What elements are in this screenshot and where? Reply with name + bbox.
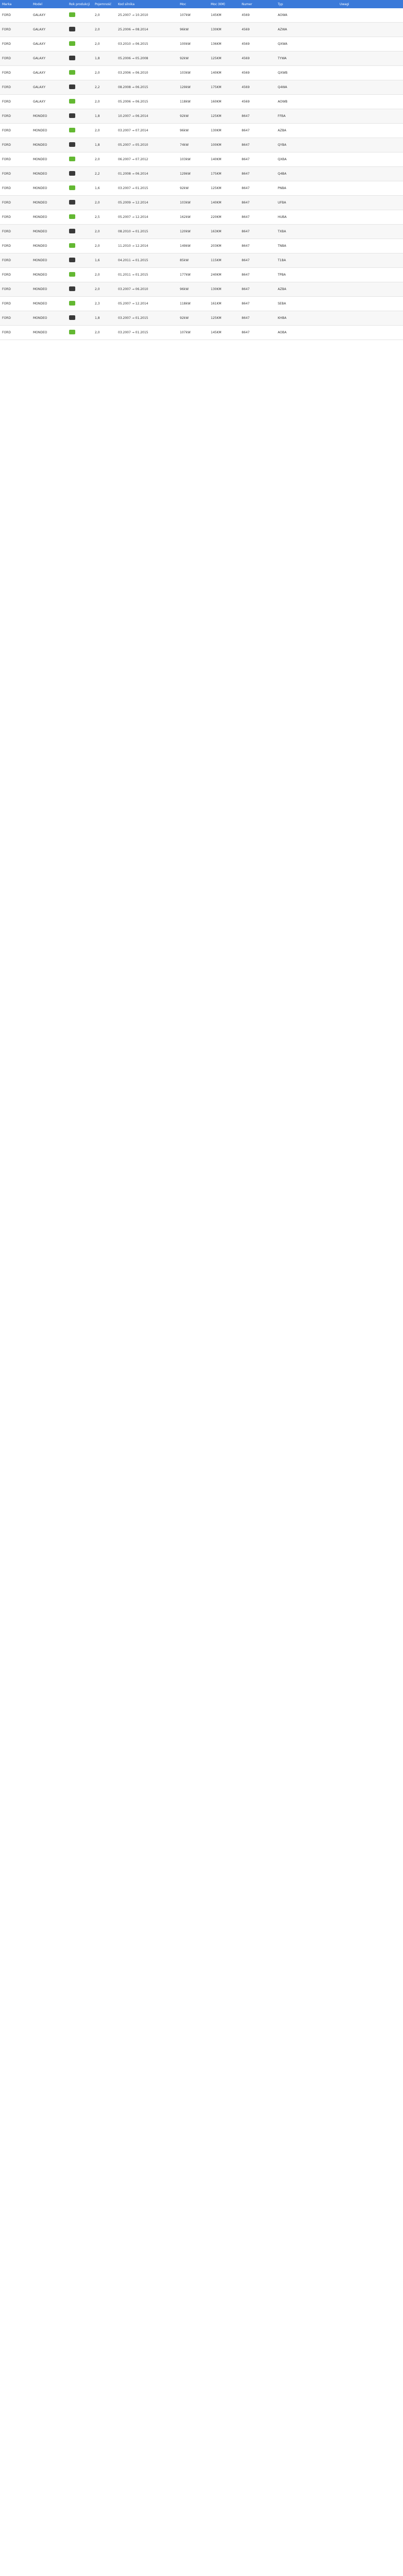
- fuel-badge-cell: [67, 8, 93, 23]
- table-cell: 103kW: [178, 66, 209, 80]
- table-cell: FORD: [0, 80, 31, 95]
- table-cell: 2,0: [93, 196, 116, 210]
- table-cell: 118kW: [178, 95, 209, 109]
- table-cell: [338, 225, 403, 239]
- table-cell: FORD: [0, 268, 31, 282]
- parts-table: [0, 0, 403, 340]
- table-cell: 129kW: [178, 167, 209, 181]
- fuel-badge-cell: [67, 109, 93, 124]
- column-header: Pojemność: [93, 0, 116, 8]
- table-cell: 2,0: [93, 225, 116, 239]
- table-cell: 130KM: [209, 23, 240, 37]
- table-cell: [338, 152, 403, 167]
- fuel-badge-cell: [67, 152, 93, 167]
- table-cell: 2,0: [93, 326, 116, 340]
- fuel-badge-cell: [67, 138, 93, 152]
- table-cell: FORD: [0, 282, 31, 297]
- table-cell: GALAXY: [31, 52, 67, 66]
- fuel-badge-icon: [69, 157, 75, 161]
- table-cell: 103kW: [178, 196, 209, 210]
- table-cell: [338, 239, 403, 253]
- table-cell: 145KM: [209, 8, 240, 23]
- table-cell: TNBA: [276, 239, 338, 253]
- table-cell: 2,0: [93, 282, 116, 297]
- table-cell: QYBA: [276, 138, 338, 152]
- table-cell: 162kW: [178, 210, 209, 225]
- table-cell: [338, 268, 403, 282]
- table-cell: 8647: [240, 326, 276, 340]
- table-cell: MONDEO: [31, 282, 67, 297]
- table-cell: 2,0: [93, 23, 116, 37]
- table-cell: MONDEO: [31, 109, 67, 124]
- table-row: [0, 37, 403, 52]
- table-row: [0, 80, 403, 95]
- table-cell: 92kW: [178, 311, 209, 326]
- table-row: [0, 196, 403, 210]
- table-cell: 2,0: [93, 8, 116, 23]
- table-cell: 03.2007 → 01.2015: [116, 311, 178, 326]
- table-cell: UFBA: [276, 196, 338, 210]
- table-cell: GALAXY: [31, 80, 67, 95]
- table-cell: 4569: [240, 8, 276, 23]
- column-header: Moc: [178, 0, 209, 8]
- table-cell: 05.2009 → 12.2014: [116, 196, 178, 210]
- table-cell: [338, 253, 403, 268]
- table-cell: 2,2: [93, 80, 116, 95]
- table-cell: 103kW: [178, 152, 209, 167]
- table-cell: QXBA: [276, 152, 338, 167]
- table-cell: GALAXY: [31, 95, 67, 109]
- table-cell: FORD: [0, 138, 31, 152]
- table-cell: FORD: [0, 167, 31, 181]
- table-cell: FORD: [0, 124, 31, 138]
- fuel-badge-icon: [69, 330, 75, 334]
- table-cell: 2,0: [93, 37, 116, 52]
- table-row: [0, 109, 403, 124]
- fuel-badge-icon: [69, 41, 75, 46]
- table-cell: AOBA: [276, 326, 338, 340]
- table-cell: 92kW: [178, 109, 209, 124]
- fuel-badge-cell: [67, 23, 93, 37]
- table-cell: FORD: [0, 239, 31, 253]
- table-cell: AZWA: [276, 23, 338, 37]
- table-cell: 100kW: [178, 37, 209, 52]
- table-row: [0, 8, 403, 23]
- table-cell: 8647: [240, 253, 276, 268]
- table-row: [0, 326, 403, 340]
- table-cell: 175KM: [209, 80, 240, 95]
- fuel-badge-icon: [69, 99, 75, 104]
- table-cell: 177kW: [178, 268, 209, 282]
- table-cell: 08.2008 → 06.2015: [116, 80, 178, 95]
- table-cell: FORD: [0, 196, 31, 210]
- table-cell: 107kW: [178, 8, 209, 23]
- table-cell: 25.2006 → 08.2014: [116, 23, 178, 37]
- table-cell: [338, 138, 403, 152]
- table-cell: 120kW: [178, 225, 209, 239]
- table-cell: MONDEO: [31, 152, 67, 167]
- table-cell: 05.2007 → 12.2014: [116, 210, 178, 225]
- fuel-badge-icon: [69, 70, 75, 75]
- table-cell: GALAXY: [31, 66, 67, 80]
- fuel-badge-cell: [67, 80, 93, 95]
- table-cell: 04.2011 → 01.2015: [116, 253, 178, 268]
- table-cell: 1,8: [93, 138, 116, 152]
- table-cell: [338, 181, 403, 196]
- table-cell: 175KM: [209, 167, 240, 181]
- column-header: Rok produkcji: [67, 0, 93, 8]
- table-cell: 96kW: [178, 124, 209, 138]
- table-cell: 03.2006 → 06.2010: [116, 66, 178, 80]
- table-cell: 8647: [240, 268, 276, 282]
- table-cell: AZBA: [276, 282, 338, 297]
- table-row: [0, 95, 403, 109]
- table-cell: 118kW: [178, 297, 209, 311]
- column-header: Model: [31, 0, 67, 8]
- fuel-badge-icon: [69, 185, 75, 190]
- fuel-badge-cell: [67, 95, 93, 109]
- table-cell: [338, 311, 403, 326]
- table-cell: 136KM: [209, 37, 240, 52]
- table-cell: 03.2007 → 01.2015: [116, 181, 178, 196]
- table-cell: 10.2007 → 06.2014: [116, 109, 178, 124]
- table-cell: 2,0: [93, 239, 116, 253]
- fuel-badge-icon: [69, 243, 75, 248]
- table-cell: 8647: [240, 311, 276, 326]
- fuel-badge-cell: [67, 52, 93, 66]
- table-cell: 1,6: [93, 253, 116, 268]
- fuel-badge-icon: [69, 27, 75, 31]
- table-cell: 03.2007 → 06.2010: [116, 282, 178, 297]
- table-cell: FORD: [0, 297, 31, 311]
- table-cell: Q4BA: [276, 167, 338, 181]
- table-cell: GALAXY: [31, 8, 67, 23]
- table-cell: 74kW: [178, 138, 209, 152]
- table-row: [0, 268, 403, 282]
- fuel-badge-icon: [69, 113, 75, 118]
- table-cell: [338, 196, 403, 210]
- table-cell: 8647: [240, 196, 276, 210]
- table-row: [0, 181, 403, 196]
- table-cell: HUBA: [276, 210, 338, 225]
- table-cell: 140KM: [209, 152, 240, 167]
- table-cell: 125KM: [209, 311, 240, 326]
- table-cell: T1BA: [276, 253, 338, 268]
- table-cell: MONDEO: [31, 225, 67, 239]
- table-cell: AZBA: [276, 124, 338, 138]
- table-cell: FORD: [0, 109, 31, 124]
- table-cell: MONDEO: [31, 297, 67, 311]
- table-cell: 01.2008 → 06.2014: [116, 167, 178, 181]
- table-cell: 92kW: [178, 181, 209, 196]
- table-cell: 05.2007 → 05.2010: [116, 138, 178, 152]
- table-cell: MONDEO: [31, 138, 67, 152]
- table-cell: 2,3: [93, 297, 116, 311]
- table-cell: 1,8: [93, 52, 116, 66]
- fuel-badge-icon: [69, 84, 75, 89]
- fuel-badge-cell: [67, 225, 93, 239]
- table-cell: 163KM: [209, 225, 240, 239]
- table-cell: FORD: [0, 52, 31, 66]
- table-cell: FORD: [0, 66, 31, 80]
- column-header: Typ: [276, 0, 338, 8]
- fuel-badge-cell: [67, 268, 93, 282]
- table-cell: MONDEO: [31, 181, 67, 196]
- table-cell: [338, 52, 403, 66]
- table-cell: 2,0: [93, 95, 116, 109]
- table-cell: FFBA: [276, 109, 338, 124]
- table-cell: FORD: [0, 225, 31, 239]
- table-cell: 8647: [240, 210, 276, 225]
- table-cell: FORD: [0, 253, 31, 268]
- table-cell: TXBA: [276, 225, 338, 239]
- table-cell: 8647: [240, 138, 276, 152]
- table-cell: 4569: [240, 37, 276, 52]
- fuel-badge-icon: [69, 315, 75, 320]
- table-row: [0, 225, 403, 239]
- table-cell: 8647: [240, 225, 276, 239]
- table-cell: 8647: [240, 167, 276, 181]
- table-cell: 05.2007 → 12.2014: [116, 297, 178, 311]
- table-cell: AOWA: [276, 8, 338, 23]
- table-cell: 05.2006 → 05.2008: [116, 52, 178, 66]
- table-row: [0, 23, 403, 37]
- table-cell: 240KM: [209, 268, 240, 282]
- table-cell: [338, 23, 403, 37]
- table-cell: 96kW: [178, 282, 209, 297]
- table-cell: 96kW: [178, 23, 209, 37]
- fuel-badge-icon: [69, 142, 75, 147]
- table-cell: GALAXY: [31, 23, 67, 37]
- fuel-badge-cell: [67, 297, 93, 311]
- fuel-badge-icon: [69, 272, 75, 277]
- table-cell: 130KM: [209, 124, 240, 138]
- table-cell: 03.2007 → 07.2014: [116, 124, 178, 138]
- table-cell: MONDEO: [31, 196, 67, 210]
- fuel-badge-cell: [67, 282, 93, 297]
- table-cell: [338, 297, 403, 311]
- table-cell: 2,0: [93, 268, 116, 282]
- table-cell: 8647: [240, 152, 276, 167]
- fuel-badge-cell: [67, 253, 93, 268]
- table-cell: [338, 282, 403, 297]
- table-cell: 145KM: [209, 326, 240, 340]
- table-row: [0, 152, 403, 167]
- table-cell: MONDEO: [31, 124, 67, 138]
- fuel-badge-icon: [69, 301, 75, 306]
- table-cell: 05.2006 → 06.2015: [116, 95, 178, 109]
- table-cell: [338, 8, 403, 23]
- column-header: Uwagi: [338, 0, 403, 8]
- table-cell: 8647: [240, 297, 276, 311]
- table-cell: 8647: [240, 181, 276, 196]
- table-cell: 8647: [240, 282, 276, 297]
- table-cell: MONDEO: [31, 253, 67, 268]
- table-cell: 8647: [240, 239, 276, 253]
- fuel-badge-icon: [69, 12, 75, 17]
- table-cell: 8647: [240, 109, 276, 124]
- table-cell: PNBA: [276, 181, 338, 196]
- table-cell: 03.2007 → 01.2015: [116, 326, 178, 340]
- fuel-badge-cell: [67, 239, 93, 253]
- table-cell: [338, 326, 403, 340]
- table-body: [0, 8, 403, 340]
- table-cell: 125KM: [209, 181, 240, 196]
- table-cell: 203KM: [209, 239, 240, 253]
- fuel-badge-icon: [69, 258, 75, 262]
- table-cell: 1,6: [93, 181, 116, 196]
- fuel-badge-cell: [67, 181, 93, 196]
- table-cell: [338, 66, 403, 80]
- table-cell: 2,0: [93, 66, 116, 80]
- table-row: [0, 282, 403, 297]
- column-header: Marka: [0, 0, 31, 8]
- table-cell: FORD: [0, 8, 31, 23]
- table-cell: 06.2007 → 07.2012: [116, 152, 178, 167]
- table-cell: 149kW: [178, 239, 209, 253]
- table-cell: QXWA: [276, 37, 338, 52]
- table-cell: AOWB: [276, 95, 338, 109]
- table-cell: 85kW: [178, 253, 209, 268]
- table-cell: 8647: [240, 124, 276, 138]
- table-cell: FORD: [0, 95, 31, 109]
- table-cell: 107kW: [178, 326, 209, 340]
- table-cell: 125KM: [209, 52, 240, 66]
- table-cell: MONDEO: [31, 210, 67, 225]
- table-cell: 1,8: [93, 311, 116, 326]
- table-cell: FORD: [0, 181, 31, 196]
- table-cell: GALAXY: [31, 37, 67, 52]
- table-cell: TPBA: [276, 268, 338, 282]
- table-cell: [338, 109, 403, 124]
- fuel-badge-icon: [69, 171, 75, 176]
- fuel-badge-icon: [69, 286, 75, 291]
- table-cell: 4569: [240, 66, 276, 80]
- table-cell: 1,8: [93, 109, 116, 124]
- fuel-badge-cell: [67, 210, 93, 225]
- table-cell: FORD: [0, 311, 31, 326]
- table-row: [0, 253, 403, 268]
- table-cell: [338, 167, 403, 181]
- table-row: [0, 167, 403, 181]
- table-cell: 4569: [240, 52, 276, 66]
- table-cell: 140KM: [209, 66, 240, 80]
- table-cell: TYWA: [276, 52, 338, 66]
- table-cell: 92kW: [178, 52, 209, 66]
- table-cell: 100KM: [209, 138, 240, 152]
- table-cell: FORD: [0, 152, 31, 167]
- table-cell: FORD: [0, 23, 31, 37]
- table-cell: MONDEO: [31, 167, 67, 181]
- table-cell: 4569: [240, 95, 276, 109]
- table-header: [0, 0, 403, 8]
- table-cell: FORD: [0, 210, 31, 225]
- table-cell: SEBA: [276, 297, 338, 311]
- table-cell: [338, 95, 403, 109]
- fuel-badge-icon: [69, 128, 75, 132]
- fuel-badge-icon: [69, 200, 75, 205]
- fuel-badge-cell: [67, 37, 93, 52]
- table-cell: 130KM: [209, 282, 240, 297]
- table-cell: 08.2010 → 01.2015: [116, 225, 178, 239]
- fuel-badge-cell: [67, 326, 93, 340]
- table-cell: Q4WA: [276, 80, 338, 95]
- table-cell: MONDEO: [31, 239, 67, 253]
- fuel-badge-icon: [69, 56, 75, 60]
- table-cell: 129kW: [178, 80, 209, 95]
- table-cell: 161KM: [209, 297, 240, 311]
- column-header: Moc (KM): [209, 0, 240, 8]
- table-row: [0, 297, 403, 311]
- table-cell: 2,5: [93, 210, 116, 225]
- table-cell: 11.2010 → 12.2014: [116, 239, 178, 253]
- table-cell: 2,0: [93, 124, 116, 138]
- table-row: [0, 239, 403, 253]
- table-cell: 4569: [240, 23, 276, 37]
- fuel-badge-cell: [67, 196, 93, 210]
- table-cell: 160KM: [209, 95, 240, 109]
- table-cell: 220KM: [209, 210, 240, 225]
- table-row: [0, 52, 403, 66]
- table-cell: [338, 124, 403, 138]
- fuel-badge-cell: [67, 66, 93, 80]
- table-cell: 25.2007 → 10.2010: [116, 8, 178, 23]
- table-cell: 01.2011 → 01.2015: [116, 268, 178, 282]
- fuel-badge-cell: [67, 124, 93, 138]
- table-cell: KHBA: [276, 311, 338, 326]
- table-cell: [338, 80, 403, 95]
- fuel-badge-icon: [69, 214, 75, 219]
- column-header: Kod silnika: [116, 0, 178, 8]
- table-row: [0, 66, 403, 80]
- table-cell: [338, 210, 403, 225]
- table-cell: [338, 37, 403, 52]
- table-cell: 2,0: [93, 152, 116, 167]
- table-cell: 140KM: [209, 196, 240, 210]
- table-cell: 03.2010 → 06.2015: [116, 37, 178, 52]
- table-cell: QXWB: [276, 66, 338, 80]
- table-cell: 2,2: [93, 167, 116, 181]
- table-row: [0, 138, 403, 152]
- table-cell: FORD: [0, 326, 31, 340]
- table-row: [0, 210, 403, 225]
- fuel-badge-icon: [69, 229, 75, 233]
- fuel-badge-cell: [67, 167, 93, 181]
- table-cell: 4569: [240, 80, 276, 95]
- table-cell: 115KM: [209, 253, 240, 268]
- fuel-badge-cell: [67, 311, 93, 326]
- table-cell: 125KM: [209, 109, 240, 124]
- column-header: Numer: [240, 0, 276, 8]
- table-cell: MONDEO: [31, 326, 67, 340]
- table-cell: MONDEO: [31, 268, 67, 282]
- table-row: [0, 311, 403, 326]
- table-cell: MONDEO: [31, 311, 67, 326]
- table-cell: FORD: [0, 37, 31, 52]
- table-row: [0, 124, 403, 138]
